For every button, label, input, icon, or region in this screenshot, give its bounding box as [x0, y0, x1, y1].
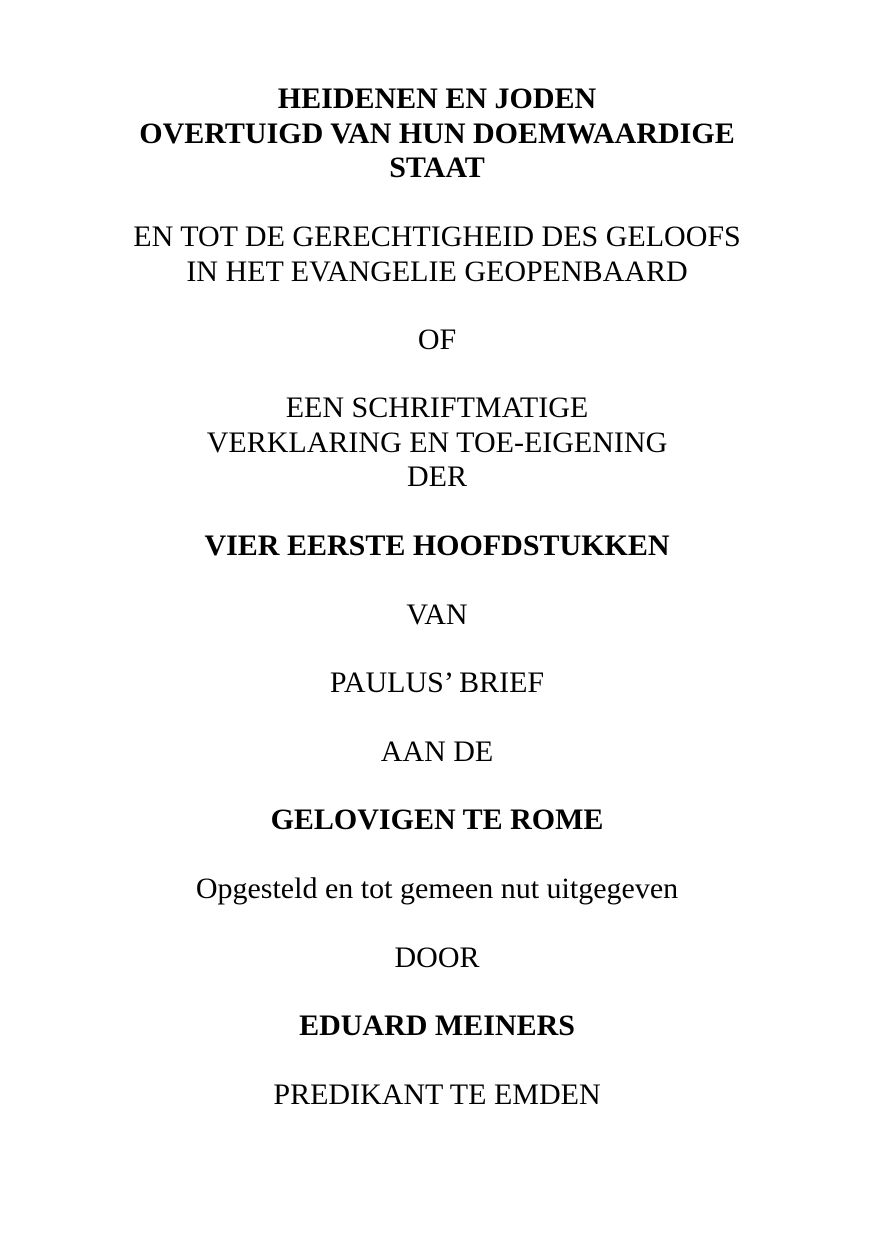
- door-text: DOOR: [394, 941, 480, 974]
- description-line-1: EEN SCHRIFTMATIGE: [285, 391, 589, 424]
- subtitle: [0, 220, 874, 289]
- recipients-heading: [0, 803, 874, 838]
- description-line-3: DER: [407, 460, 467, 493]
- chapters-text: VIER EERSTE HOOFDSTUKKEN: [204, 529, 670, 562]
- letter-name: [0, 666, 874, 701]
- subtitle-line-2: IN HET EVANGELIE GEOPENBAARD: [186, 254, 688, 288]
- main-title-line-2: OVERTUIGD VAN HUN DOEMWAARDIGE: [139, 116, 735, 150]
- author-role-text: PREDIKANT TE EMDEN: [273, 1078, 601, 1111]
- chapters-heading: [0, 529, 874, 564]
- connector-door: [0, 941, 874, 976]
- publication-note-text: Opgesteld en tot gemeen nut uitgegeven: [195, 872, 679, 905]
- connector-of: [0, 323, 874, 358]
- connector-van: [0, 598, 874, 633]
- publication-note: [0, 872, 874, 907]
- of-text: OF: [417, 323, 457, 356]
- author-text: EDUARD MEINERS: [299, 1009, 575, 1042]
- description-line-2: VERKLARING EN TOE-EIGENING: [206, 425, 668, 459]
- connector-aan-de: [0, 735, 874, 770]
- main-title: [0, 82, 874, 186]
- main-title-line-3: STAAT: [389, 151, 485, 184]
- aan-text: AAN DE: [380, 735, 494, 768]
- subtitle-line-1: EN TOT DE GERECHTIGHEID DES GELOOFS: [133, 220, 741, 253]
- description: [0, 391, 874, 495]
- recipients-text: GELOVIGEN TE ROME: [270, 803, 604, 836]
- main-title-line-1: HEIDENEN EN JODEN: [277, 82, 597, 115]
- letter-text: PAULUS’ BRIEF: [329, 666, 545, 699]
- author-name: [0, 1009, 874, 1044]
- van-text: VAN: [406, 598, 468, 631]
- author-role: [0, 1078, 874, 1113]
